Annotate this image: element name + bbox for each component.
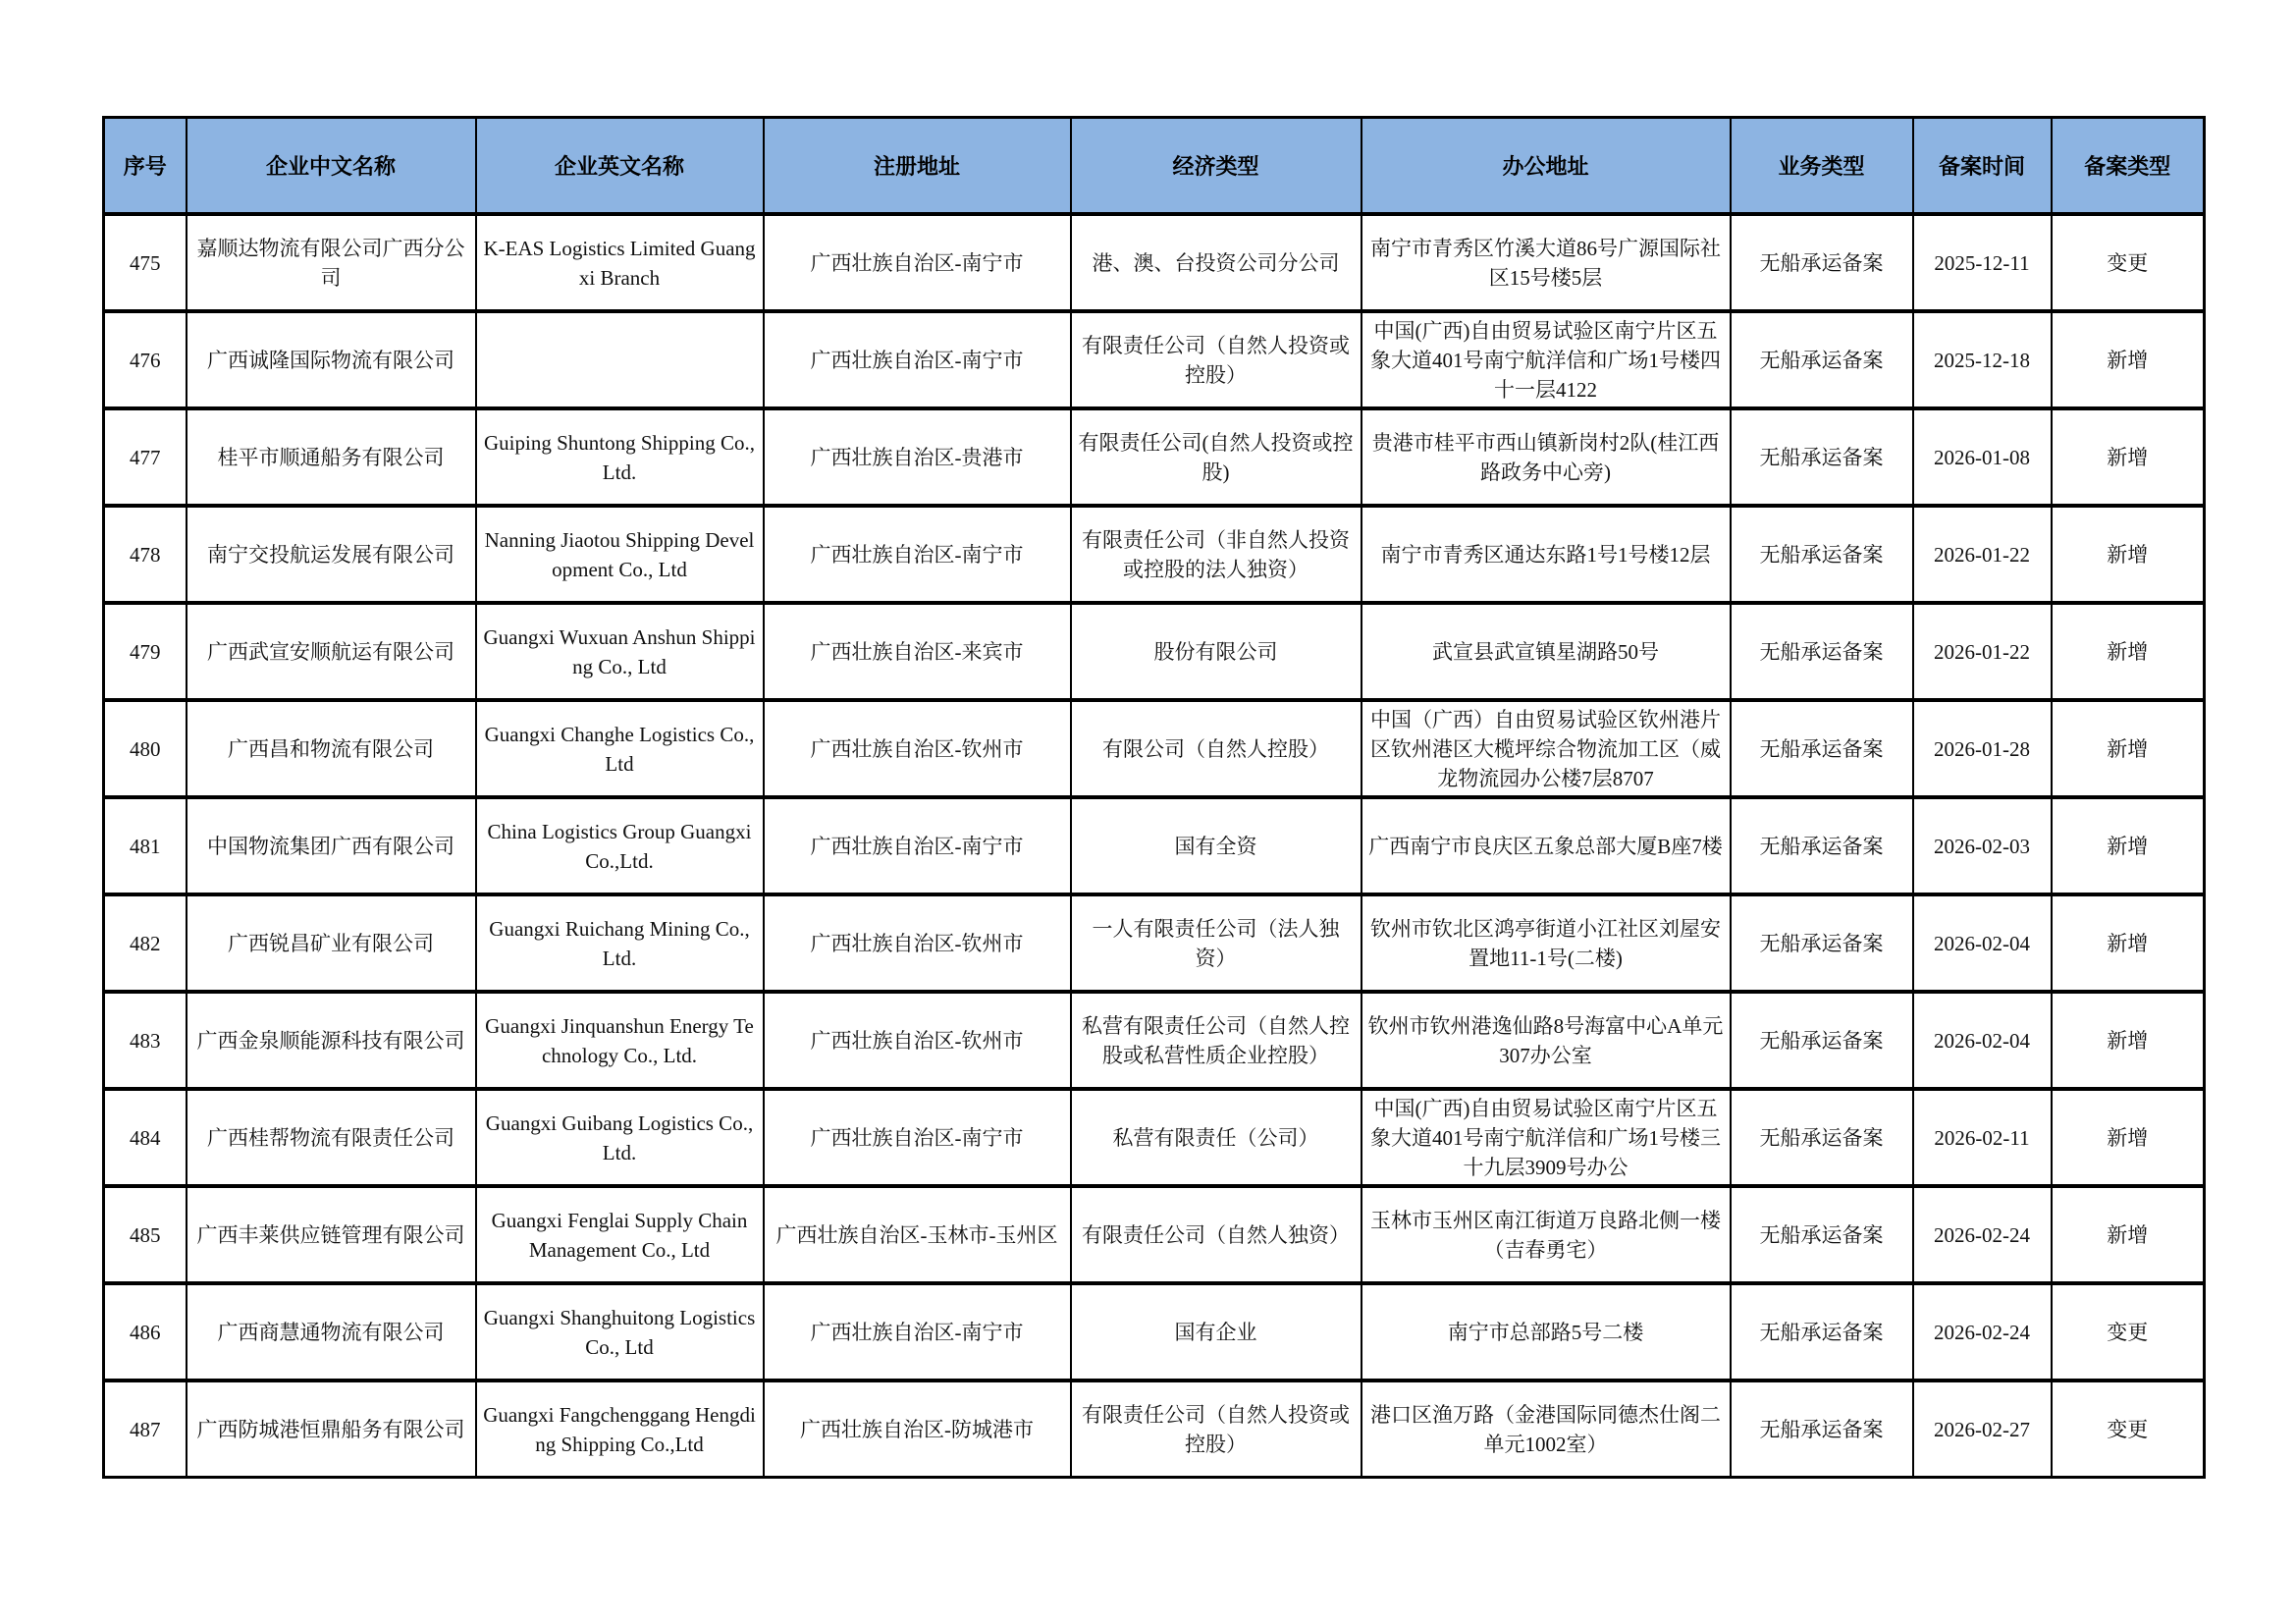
cell-reg-address [764,797,1071,894]
cell-office-address [1362,506,1731,603]
cell-en-name [476,700,764,797]
filing-type-text: 新增 [2107,736,2149,761]
cell-business-type [1731,603,1913,700]
cell-filing-type [2052,1283,2205,1380]
cn-name-text: 广西丰莱供应链管理有限公司 [196,1222,465,1247]
column-header-reg-address: 注册地址 [764,118,1071,215]
cell-reg-address [764,603,1071,700]
cn-name-text: 广西防城港恒鼎船务有限公司 [196,1417,465,1441]
reg-address-text: 广西壮族自治区-钦州市 [810,931,1024,955]
cell-seq [104,603,187,700]
cell-cn-name [187,992,476,1089]
seq-text: 477 [130,445,161,469]
cell-reg-address [764,894,1071,992]
cell-en-name [476,408,764,506]
cell-econ-type [1071,603,1362,700]
filing-type-text: 新增 [2107,1222,2149,1247]
business-type-text: 无船承运备案 [1759,834,1884,858]
cn-name-text: 广西锐昌矿业有限公司 [228,931,434,955]
econ-type-text: 有限责任公司（自然人投资或控股） [1082,333,1350,387]
cell-cn-name [187,311,476,408]
en-name-text: Guangxi Fenglai Supply Chain Management Co., Ltd [491,1208,748,1262]
cell-seq [104,214,187,311]
cell-business-type [1731,992,1913,1089]
filing-type-text: 新增 [2107,1028,2149,1053]
business-type-text: 无船承运备案 [1759,1028,1884,1053]
cell-filing-type [2052,1380,2205,1478]
cn-name-text: 广西金泉顺能源科技有限公司 [196,1028,465,1053]
office-address-text: 中国(广西)自由贸易试验区南宁片区五象大道401号南宁航洋信和广场1号楼四十一层4122 [1370,318,1721,402]
filing-date-text: 2025-12-18 [1934,348,2030,372]
column-header-business-type: 业务类型 [1731,118,1913,215]
reg-address-text: 广西壮族自治区-南宁市 [810,1125,1024,1150]
business-type-text: 无船承运备案 [1759,1320,1884,1344]
cn-name-text: 广西昌和物流有限公司 [228,736,434,761]
seq-text: 483 [130,1028,161,1053]
econ-type-text: 私营有限责任（公司） [1112,1125,1319,1150]
cell-reg-address [764,1186,1071,1283]
en-name-text: Guangxi Fangchenggang Hengding Shipping Co.,Ltd [483,1402,756,1456]
cell-seq [104,992,187,1089]
cell-reg-address [764,1089,1071,1186]
cell-en-name [476,1380,764,1478]
table-row [104,1089,2205,1186]
office-address-text: 港口区渔万路（金港国际同德杰仕阁二单元1002室） [1370,1402,1721,1456]
cell-filing-date [1913,1089,2052,1186]
cell-business-type [1731,506,1913,603]
office-address-text: 南宁市总部路5号二楼 [1447,1320,1644,1344]
cell-seq [104,1283,187,1380]
reg-address-text: 广西壮族自治区-贵港市 [810,445,1024,469]
cell-office-address [1362,1186,1731,1283]
cell-filing-type [2052,700,2205,797]
filing-date-text: 2026-02-03 [1934,834,2030,858]
filing-type-text: 新增 [2107,834,2149,858]
en-name-text: Guangxi Ruichang Mining Co., Ltd. [489,916,750,970]
cell-office-address [1362,992,1731,1089]
cell-filing-type [2052,506,2205,603]
office-address-text: 南宁市青秀区竹溪大道86号广源国际社区15号楼5层 [1370,236,1721,290]
cell-cn-name [187,603,476,700]
cell-reg-address [764,992,1071,1089]
cell-business-type [1731,1089,1913,1186]
cell-filing-date [1913,797,2052,894]
cell-econ-type [1071,1186,1362,1283]
cell-en-name [476,214,764,311]
table-row [104,603,2205,700]
cn-name-text: 桂平市顺通船务有限公司 [217,445,445,469]
business-type-text: 无船承运备案 [1759,250,1884,275]
en-name-text: K-EAS Logistics Limited Guangxi Branch [483,236,756,290]
cell-seq [104,1089,187,1186]
cell-reg-address [764,506,1071,603]
cell-econ-type [1071,992,1362,1089]
cell-en-name [476,1283,764,1380]
econ-type-text: 一人有限责任公司（法人独资） [1092,916,1340,970]
cell-office-address [1362,311,1731,408]
cell-cn-name [187,1089,476,1186]
seq-text: 481 [130,834,161,858]
cell-business-type [1731,1186,1913,1283]
econ-type-text: 有限责任公司（非自然人投资或控股的法人独资） [1082,527,1350,581]
cell-reg-address [764,408,1071,506]
seq-text: 479 [130,639,161,664]
seq-text: 480 [130,736,161,761]
cell-econ-type [1071,894,1362,992]
reg-address-text: 广西壮族自治区-南宁市 [810,348,1024,372]
seq-text: 476 [130,348,161,372]
cell-seq [104,408,187,506]
cell-filing-type [2052,894,2205,992]
cell-business-type [1731,1380,1913,1478]
cell-seq [104,700,187,797]
cell-office-address [1362,1283,1731,1380]
cn-name-text: 广西商慧通物流有限公司 [217,1320,445,1344]
office-address-text: 中国(广西)自由贸易试验区南宁片区五象大道401号南宁航洋信和广场1号楼三十九层3909号办公 [1370,1096,1721,1179]
cell-filing-date [1913,700,2052,797]
filing-type-text: 新增 [2107,1125,2149,1150]
business-type-text: 无船承运备案 [1759,931,1884,955]
column-header-filing-date: 备案时间 [1913,118,2052,215]
en-name-text: Guangxi Shanghuitong Logistics Co., Ltd [483,1305,756,1359]
econ-type-text: 有限责任公司（自然人独资） [1082,1222,1350,1247]
cell-en-name [476,992,764,1089]
cell-reg-address [764,1380,1071,1478]
office-address-text: 中国（广西）自由贸易试验区钦州港片区钦州港区大榄坪综合物流加工区（威龙物流园办公楼7层8707 [1370,707,1721,790]
en-name-text: Guiping Shuntong Shipping Co., Ltd. [484,430,755,484]
cell-filing-date [1913,1283,2052,1380]
cell-cn-name [187,700,476,797]
business-type-text: 无船承运备案 [1759,1125,1884,1150]
filing-type-text: 变更 [2107,250,2149,275]
cell-cn-name [187,1380,476,1478]
cell-cn-name [187,1186,476,1283]
cn-name-text: 南宁交投航运发展有限公司 [207,542,454,567]
cell-en-name [476,894,764,992]
en-name-text: Guangxi Guibang Logistics Co., Ltd. [485,1110,754,1164]
seq-text: 484 [130,1125,161,1150]
cell-filing-type [2052,1186,2205,1283]
office-address-text: 广西南宁市良庆区五象总部大厦B座7楼 [1368,834,1723,858]
cell-filing-date [1913,894,2052,992]
reg-address-text: 广西壮族自治区-南宁市 [810,834,1024,858]
filing-date-text: 2026-02-24 [1934,1320,2030,1344]
column-header-cn-name: 企业中文名称 [187,118,476,215]
cell-office-address [1362,1380,1731,1478]
table-row [104,1186,2205,1283]
cell-seq [104,311,187,408]
business-type-text: 无船承运备案 [1759,1417,1884,1441]
cell-office-address [1362,408,1731,506]
filing-date-text: 2026-02-11 [1934,1125,2030,1150]
cell-business-type [1731,214,1913,311]
econ-type-text: 港、澳、台投资公司分公司 [1092,250,1340,275]
cell-filing-type [2052,311,2205,408]
office-address-text: 钦州市钦州港逸仙路8号海富中心A单元307办公室 [1367,1013,1724,1067]
en-name-text: Guangxi Changhe Logistics Co., Ltd [484,722,755,776]
cn-name-text: 广西桂帮物流有限责任公司 [207,1125,454,1150]
filing-date-text: 2026-02-04 [1934,931,2030,955]
reg-address-text: 广西壮族自治区-玉林市-玉州区 [775,1222,1058,1247]
office-address-text: 武宣县武宣镇星湖路50号 [1432,639,1659,664]
seq-text: 475 [130,250,161,275]
cn-name-text: 中国物流集团广西有限公司 [207,834,454,858]
table-row [104,1283,2205,1380]
filing-type-text: 新增 [2107,931,2149,955]
cell-business-type [1731,797,1913,894]
office-address-text: 贵港市桂平市西山镇新岗村2队(桂江西路政务中心旁) [1371,430,1720,484]
en-name-text: Nanning Jiaotou Shipping Development Co., Ltd [484,527,755,581]
filing-date-text: 2025-12-11 [1934,250,2030,275]
business-type-text: 无船承运备案 [1759,348,1884,372]
cell-filing-type [2052,214,2205,311]
cell-filing-date [1913,603,2052,700]
table-row [104,311,2205,408]
cell-reg-address [764,214,1071,311]
cell-econ-type [1071,1089,1362,1186]
filing-type-text: 新增 [2107,348,2149,372]
cell-cn-name [187,797,476,894]
cell-en-name [476,506,764,603]
reg-address-text: 广西壮族自治区-来宾市 [810,639,1024,664]
cell-filing-type [2052,408,2205,506]
table-row [104,506,2205,603]
cell-reg-address [764,1283,1071,1380]
cell-en-name [476,603,764,700]
cell-en-name [476,1089,764,1186]
econ-type-text: 有限公司（自然人控股） [1102,736,1329,761]
cell-seq [104,1186,187,1283]
econ-type-text: 国有全资 [1174,834,1257,858]
cell-filing-date [1913,408,2052,506]
cell-seq [104,506,187,603]
filing-type-text: 变更 [2107,1320,2149,1344]
seq-text: 482 [130,931,161,955]
cell-filing-date [1913,992,2052,1089]
business-type-text: 无船承运备案 [1759,736,1884,761]
seq-text: 485 [130,1222,161,1247]
cell-econ-type [1071,797,1362,894]
cell-business-type [1731,311,1913,408]
econ-type-text: 私营有限责任公司（自然人控股或私营性质企业控股） [1082,1013,1350,1067]
cell-office-address [1362,1089,1731,1186]
cell-filing-type [2052,1089,2205,1186]
seq-text: 487 [130,1417,161,1441]
cell-filing-date [1913,214,2052,311]
filing-date-text: 2026-01-08 [1934,445,2030,469]
reg-address-text: 广西壮族自治区-防城港市 [800,1417,1034,1441]
cell-en-name [476,797,764,894]
column-header-office-address: 办公地址 [1362,118,1731,215]
en-name-text: Guangxi Wuxuan Anshun Shipping Co., Ltd [483,624,756,678]
reg-address-text: 广西壮族自治区-钦州市 [810,1028,1024,1053]
reg-address-text: 广西壮族自治区-南宁市 [810,542,1024,567]
cell-econ-type [1071,311,1362,408]
cell-cn-name [187,214,476,311]
cell-filing-type [2052,603,2205,700]
cn-name-text: 广西诚隆国际物流有限公司 [207,348,454,372]
filing-type-text: 新增 [2107,542,2149,567]
cell-filing-type [2052,992,2205,1089]
cell-seq [104,797,187,894]
cell-reg-address [764,700,1071,797]
cell-reg-address [764,311,1071,408]
table-row [104,797,2205,894]
filing-type-text: 新增 [2107,445,2149,469]
cell-filing-date [1913,1186,2052,1283]
cell-business-type [1731,700,1913,797]
business-type-text: 无船承运备案 [1759,542,1884,567]
seq-text: 478 [130,542,161,567]
econ-type-text: 股份有限公司 [1153,639,1278,664]
column-header-econ-type: 经济类型 [1071,118,1362,215]
cell-cn-name [187,894,476,992]
reg-address-text: 广西壮族自治区-钦州市 [810,736,1024,761]
cn-name-text: 广西武宣安顺航运有限公司 [207,639,454,664]
cell-filing-date [1913,506,2052,603]
table-row [104,894,2205,992]
reg-address-text: 广西壮族自治区-南宁市 [810,250,1024,275]
econ-type-text: 有限责任公司（自然人投资或控股） [1082,1402,1350,1456]
cell-filing-date [1913,311,2052,408]
filing-date-text: 2026-02-24 [1934,1222,2030,1247]
econ-type-text: 国有企业 [1174,1320,1257,1344]
cell-office-address [1362,700,1731,797]
filing-type-text: 变更 [2107,1417,2149,1441]
business-type-text: 无船承运备案 [1759,639,1884,664]
table-row [104,700,2205,797]
cell-cn-name [187,506,476,603]
table-row [104,214,2205,311]
cell-econ-type [1071,506,1362,603]
en-name-text: China Logistics Group Guangxi Co.,Ltd. [487,819,752,873]
filing-date-text: 2026-01-22 [1934,542,2030,567]
office-address-text: 玉林市玉州区南江街道万良路北侧一楼（吉春勇宅） [1370,1208,1721,1262]
office-address-text: 钦州市钦北区鸿亭街道小江社区刘屋安置地11-1号(二楼) [1370,916,1721,970]
table-row [104,1380,2205,1478]
filing-type-text: 新增 [2107,639,2149,664]
econ-type-text: 有限责任公司(自然人投资或控股) [1078,430,1354,484]
reg-address-text: 广西壮族自治区-南宁市 [810,1320,1024,1344]
filing-date-text: 2026-01-22 [1934,639,2030,664]
filing-date-text: 2026-02-27 [1934,1417,2030,1441]
cell-office-address [1362,894,1731,992]
cell-cn-name [187,408,476,506]
cell-seq [104,1380,187,1478]
cell-en-name [476,311,764,408]
cell-office-address [1362,797,1731,894]
business-type-text: 无船承运备案 [1759,1222,1884,1247]
cell-business-type [1731,1283,1913,1380]
business-type-text: 无船承运备案 [1759,445,1884,469]
cell-office-address [1362,214,1731,311]
cell-office-address [1362,603,1731,700]
cell-en-name [476,1186,764,1283]
cell-econ-type [1071,1380,1362,1478]
filing-date-text: 2026-01-28 [1934,736,2030,761]
cell-business-type [1731,894,1913,992]
cell-econ-type [1071,214,1362,311]
cell-cn-name [187,1283,476,1380]
seq-text: 486 [130,1320,161,1344]
filing-date-text: 2026-02-04 [1934,1028,2030,1053]
en-name-text: Guangxi Jinquanshun Energy Technology Co., Ltd. [485,1013,754,1067]
cell-econ-type [1071,1283,1362,1380]
cell-econ-type [1071,408,1362,506]
column-header-en-name: 企业英文名称 [476,118,764,215]
cn-name-text: 嘉顺达物流有限公司广西分公司 [196,236,465,290]
filing-table [102,116,2206,1479]
column-header-filing-type: 备案类型 [2052,118,2205,215]
cell-econ-type [1071,700,1362,797]
column-header-seq: 序号 [104,118,187,215]
table-row [104,408,2205,506]
cell-seq [104,894,187,992]
header-row [104,118,2205,215]
table-row [104,992,2205,1089]
cell-business-type [1731,408,1913,506]
cell-filing-date [1913,1380,2052,1478]
office-address-text: 南宁市青秀区通达东路1号1号楼12层 [1380,542,1711,567]
cell-filing-type [2052,797,2205,894]
